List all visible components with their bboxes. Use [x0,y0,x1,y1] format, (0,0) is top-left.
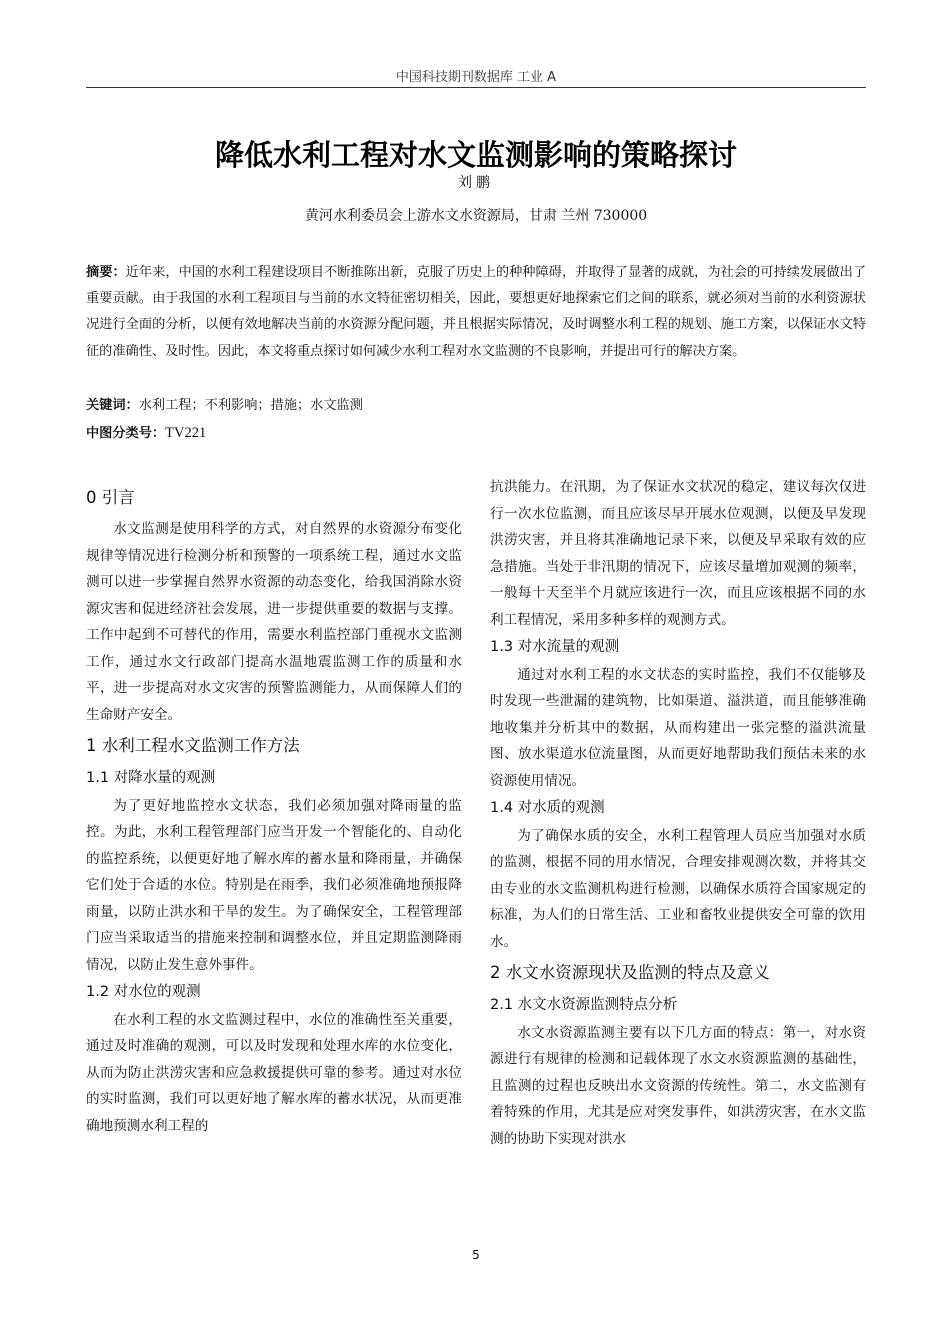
subsection-heading: 1.2 对水位的观测 [86,984,201,1000]
keywords [86,396,866,416]
header-rule [86,87,866,88]
section-heading: 1 水利工程水文监测工作方法 [86,736,300,755]
section-heading: 2 水文水资源现状及监测的特点及意义 [490,963,770,982]
keywords-text: 水利工程；不利影响；措施；水文监测 [138,398,363,413]
abstract-text: 近年来，中国的水利工程建设项目不断推陈出新，克服了历史上的种种障碍，并取得了显著的成就，为社会的可持续发展做出了重要贡献。由于我国的水利工程项目与当前的水文特征密切相关，因此，要想更好地探索它们之间的联系，就必须对当前的水利资源状况进行全面的分析，以便有效地解决当前的水资源分配问题，并且根据实际情况，及时调整水利工程的规划、施工方案，以保证水文特征的准确性、及时性。因此，本文将重点探讨如何减少水利工程对水文监测的不良影响，并提出可行的解决方案。 [86,265,867,359]
keywords-label: 关键词： [86,398,139,413]
running-head: 中国科技期刊数据库 工业 A [395,70,557,85]
abstract-label: 摘要： [86,265,126,280]
paragraph: 为了更好地监控水文状态，我们必须加强对降雨量的监控。为此，水利工程管理部门应当开发一个智能化的、自动化的监控系统，以便更好地了解水库的蓄水量和降雨量，并确保它们处于合适的水位。特别是在雨季，我们必须准确地预报降雨量，以防止洪水和干旱的发生。为了确保安全，工程管理部门应当采取适当的措施来控制和调整水位，并且定期监测降雨情况，以防止发生意外事件。 [86,797,462,973]
paragraph: 通过对水利工程的水文状态的实时监控，我们不仅能够及时发现一些泄漏的建筑物，比如渠道、溢洪道，而且能够准确地收集并分析其中的数据，从而构建出一张完整的溢洪流量图、放水渠道水位流量图，从而更好地帮助我们预估未来的水资源使用情况。 [490,666,866,789]
subsection-heading: 1.3 对水流量的观测 [490,639,620,655]
subsection-heading: 1.4 对水质的观测 [490,800,605,816]
author-name: 刘鹏 [458,175,494,191]
article-title: 降低水利工程对水文监测影响的策略探讨 [214,138,737,173]
left-column [86,480,462,1139]
paragraph: 水文监测是使用科学的方式，对自然界的水资源分布变化规律等情况进行检测分析和预警的一项系统工程，通过水文监测可以进一步掌握自然界水资源的动态变化，给我国消除水资源灾害和促进经济社会发展，进一步提供重要的数据与支撑。工作中起到不可替代的作用，需要水利监控部门重视水文监测工作，通过水文行政部门提高水温地震监测工作的质量和水平，进一步提高对水文灾害的预警监测能力，从而保障人们的生命财产安全。 [86,521,462,723]
page-number: 5 [472,1248,480,1262]
paragraph: 在水利工程的水文监测过程中，水位的准确性至关重要，通过及时准确的观测，可以及时发现和处理水库的水位变化，从而为防止洪涝灾害和应急救援提供可靠的参考。通过对水位的实时监测，我们可以更好地了解水库的蓄水状况，从而更准确地预测水利工程的 [86,1011,462,1134]
subsection-heading: 2.1 水文水资源监测特点分析 [490,997,678,1013]
right-column [490,474,866,1152]
paragraph-continued: 抗洪能力。在汛期，为了保证水文状况的稳定，建议每次仅进行一次水位监测，而且应该尽早开展水位观测，以便及早发现洪涝灾害，并且将其准确地记录下来，以便及早采取有效的应急措施。当处于非汛期的情况下，应该尽量增加观测的频率，一般每十天至半个月就应该进行一次，而且应该根据不同的水利工程情况，采用多种多样的观测方式。 [490,479,866,628]
abstract [86,260,866,365]
subsection-heading: 1.1 对降水量的观测 [86,770,216,786]
paragraph: 为了确保水质的安全，水利工程管理人员应当加强对水质的监测，根据不同的用水情况，合理安排观测次数，并将其交由专业的水文监测机构进行检测，以确保水质符合国家规定的标准，为人们的日常生活、工业和畜牧业提供安全可靠的饮用水。 [490,827,866,950]
classification-code: TV221 [165,425,207,441]
author-affiliation: 黄河水利委员会上游水文水资源局，甘肃 兰州 730000 [304,208,648,224]
section-heading: 0 引言 [86,488,135,507]
classification-number [86,423,866,444]
paragraph: 水文水资源监测主要有以下几方面的特点：第一，对水资源进行有规律的检测和记载体现了水文水资源监测的基础性，且监测的过程也反映出水文资源的传统性。第二，水文监测有着特殊的作用，尤其是应对突发事件，如洪涝灾害，在水文监测的协助下实现对洪水 [490,1024,866,1147]
classification-label: 中图分类号： [86,426,166,441]
